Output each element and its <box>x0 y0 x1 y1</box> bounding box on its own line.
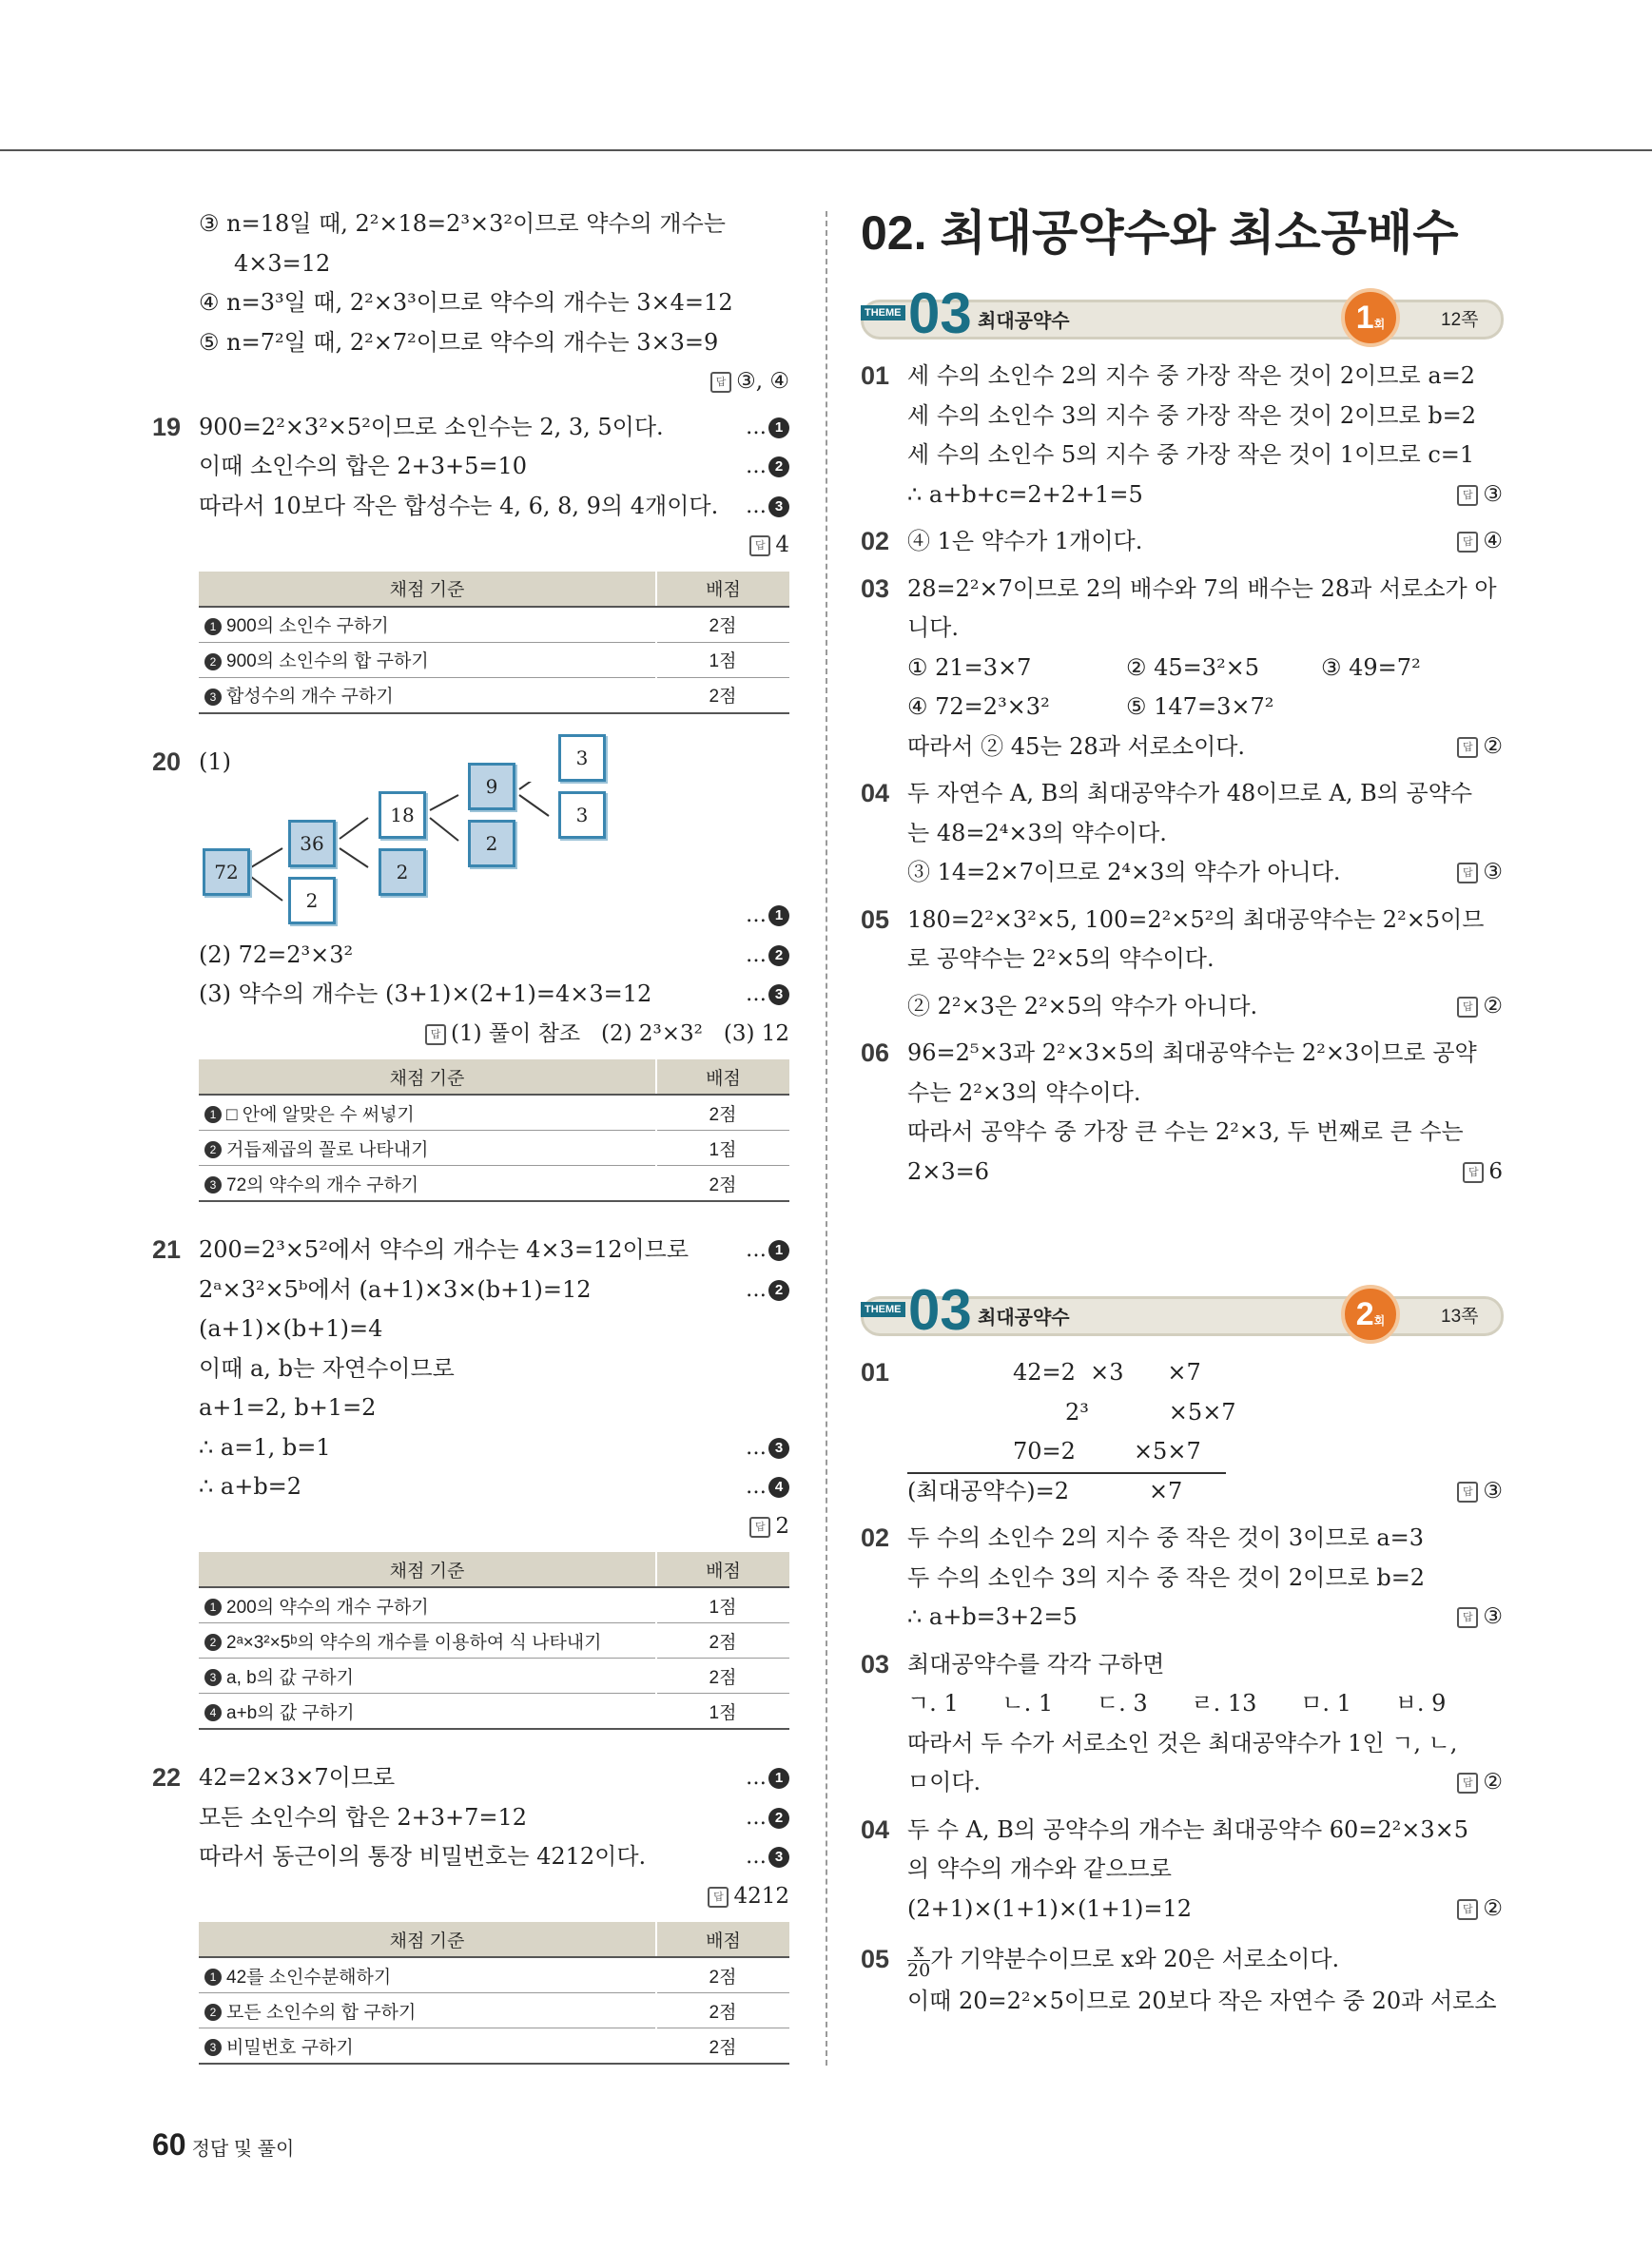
header-rule <box>0 149 1652 151</box>
round-badge: 2회 <box>1341 1285 1400 1344</box>
table-row: 2 모든 소인수의 합 구하기 2점 <box>199 1993 789 2028</box>
s2-q03: 03 최대공약수를 각각 구하면 ㄱ. 1 ㄴ. 1 ㄷ. 3 ㄹ. 13 ㅁ. 1 ㅂ. 9 따라서 두 수가 서로소인 것은 최대공약수가 1인 ㄱ, ㄴ, ㅁ이다. 답 ② <box>861 1649 1503 1795</box>
table-row: 2 거듭제곱의 꼴로 나타내기 1점 <box>199 1131 789 1166</box>
right-column <box>861 204 1503 2022</box>
answer-box-icon: 답 <box>708 1887 729 1908</box>
s2-q01: 01 42=2 ×3 ×7 2³ ×5×7 70=2 ×5×7 (최대공약수)=2 ×7 답 ③ <box>861 1353 1503 1511</box>
text-line: (1) <box>199 747 231 775</box>
theme-bar: THEME 03 최대공약수 1회 12쪽 <box>861 286 1503 345</box>
step-mark: … 3 <box>746 1837 789 1877</box>
text-line: 따라서 10보다 작은 합성수는 4, 6, 8, 9의 4개이다. <box>199 492 719 519</box>
column-divider <box>826 211 827 2066</box>
text-line: (2) 72=2³×3² <box>199 941 354 968</box>
table-row: 3 a, b의 값 구하기 2점 <box>199 1659 789 1694</box>
tree-node-blank: 18 <box>379 791 426 839</box>
s2-q04: 04 두 수 A, B의 공약수의 개수는 최대공약수 60=2²×3×5 의 약수의 개수와 같으므로 (2+1)×(1+1)×(1+1)=12 답 ② <box>861 1814 1503 1922</box>
s1-q04: 04 두 자연수 A, B의 최대공약수가 48이므로 A, B의 공약수 는 48=2⁴×3의 약수이다. ③ 14=2×7이므로 2⁴×3의 약수가 아니다. 답 ③ <box>861 779 1503 885</box>
left-column <box>152 204 789 2093</box>
answer-box-icon: 답 <box>710 372 731 393</box>
table-row: 1 □ 안에 알맞은 수 써넣기 2점 <box>199 1095 789 1131</box>
q18-tail <box>152 204 789 402</box>
step-mark: … 1 <box>746 896 789 936</box>
page-number: 60 <box>152 2127 186 2162</box>
s1-q05: 05 180=2²×3²×5, 100=2²×5²의 최대공약수는 2²×5이므 로 공약수는 2²×5의 약수이다. ② 2²×3은 2²×5의 약수가 아니다. 답 ② <box>861 904 1503 1019</box>
text-line: 900=2²×3²×5²이므로 소인수는 2, 3, 5이다. <box>199 413 664 440</box>
answer-box-icon: 답 <box>749 535 770 556</box>
text-line: (3) 약수의 개수는 (3+1)×(2+1)=4×3=12 <box>199 980 652 1007</box>
q19 <box>152 408 789 714</box>
fraction: $\frac{x}{20}$ <box>907 1940 931 1981</box>
step-mark: … 1 <box>746 1231 789 1271</box>
grading-table: 채점 기준 배점 1 42를 소인수분해하기 2점 2 모든 소인수의 합 구하기 2점 3 비밀번호 구하기 2점 <box>199 1922 789 2065</box>
text-line: ③ n=18일 때, 2²×18=2³×3²이므로 약수의 개수는 <box>199 210 726 237</box>
tree-node-blank: 3 <box>558 791 606 839</box>
q22: 22 42=2×3×7이므로 … 1 모든 소인수의 합은 2+3+7=12 … 2 따라서 동근이의 통장 비밀번호는 4212이다. … 3 답 4212 채점 기준 배점 1 42를 소인수분해하기 2점 2 모든 소인수의 합 구하기 2점 3 비밀번호 구하기 2점 <box>152 1758 789 2065</box>
step-mark: … 3 <box>746 1428 789 1468</box>
table-row: 1 900의 소인수 구하기 2점 <box>199 607 789 643</box>
tree-node: 9 <box>468 763 515 810</box>
step-mark: … 2 <box>746 447 789 487</box>
table-row: 1 200의 약수의 개수 구하기 1점 <box>199 1587 789 1623</box>
question-number: 22 <box>152 1763 182 1792</box>
question-number: 19 <box>152 412 182 441</box>
table-row: 2 2ᵃ×3²×5ᵇ의 약수의 개수를 이용하여 식 나타내기 2점 <box>199 1623 789 1659</box>
step-mark: … 1 <box>746 1758 789 1798</box>
tree-node: 72 <box>203 848 250 896</box>
section-title: 02. 최대공약수와 최소공배수 <box>861 206 1459 260</box>
grading-table: 채점 기준 배점 1 □ 안에 알맞은 수 써넣기 2점 2 거듭제곱의 꼴로 나타내기 1점 3 72의 약수의 개수 구하기 2점 <box>199 1059 789 1202</box>
grading-table: 채점 기준 배점 1 200의 약수의 개수 구하기 1점 2 2ᵃ×3²×5ᵇ의 약수의 개수를 이용하여 식 나타내기 2점 3 a, b의 값 구하기 2점 4 a+b의 값 구하기 1점 <box>199 1552 789 1730</box>
answer-box-icon: 답 <box>425 1024 446 1045</box>
table-row: 4 a+b의 값 구하기 1점 <box>199 1694 789 1730</box>
table-row: 2 900의 소인수의 합 구하기 1점 <box>199 642 789 677</box>
table-row: 3 비밀번호 구하기 2점 <box>199 2028 789 2065</box>
theme-bar: THEME 03 최대공약수 2회 13쪽 <box>861 1283 1503 1342</box>
answer: 답 4 <box>152 526 789 566</box>
q20 <box>152 743 789 1203</box>
table-row: 3 72의 약수의 개수 구하기 2점 <box>199 1166 789 1202</box>
step-mark: … 2 <box>746 1271 789 1310</box>
text-line: ⑤ n=7²일 때, 2²×7²이므로 약수의 개수는 3×3=9 <box>199 328 719 356</box>
q21: 21 200=2³×5²에서 약수의 개수는 4×3=12이므로 … 1 2ᵃ×3²×5ᵇ에서 (a+1)×3×(b+1)=12 … 2 (a+1)×(b+1)=4 이때 a, b는 자연수이므로 a+1=2, b+1=2 ∴ a=1, b=1 … 3 ∴ a+b=2 … 4 답 2 채점 기준 배점 1 200의 약수의 개수 구하기 1점 2 2ᵃ×3²×5ᵇ의 약수의 개수를 이용하여 식 나타내기 2점 3 a, b의 값 구하기 2점 4 a+b의 값 구하기 1점 <box>152 1231 789 1730</box>
answer: 답 4212 <box>152 1877 789 1917</box>
table-row: 1 42를 소인수분해하기 2점 <box>199 1957 789 1993</box>
text-line: 이때 소인수의 합은 2+3+5=10 <box>199 453 528 479</box>
round-badge: 1회 <box>1341 288 1400 347</box>
question-number: 20 <box>152 747 182 776</box>
answer: 답 2 <box>152 1507 789 1547</box>
step-mark: … 4 <box>746 1467 789 1507</box>
text-line: ④ n=3³일 때, 2²×3³이므로 약수의 개수는 3×4=12 <box>199 289 733 316</box>
s1-q03: 03 28=2²×7이므로 2의 배수와 7의 배수는 28과 서로소가 아 니다. ① 21=3×7 ② 45=3²×5 ③ 49=7² ④ 72=2³×3² ⑤ 147=3×7² 따라서 ② 45는 28과 서로소이다. 답 ② <box>861 573 1503 760</box>
footer-text: 정답 및 풀이 <box>191 2139 295 2160</box>
s1-q02: 02 ④ 1은 약수가 1개이다. 답 ④ <box>861 527 1503 555</box>
s2-q02: 02 두 수의 소인수 2의 지수 중 작은 것이 3이므로 a=3 두 수의 소인수 3의 지수 중 작은 것이 2이므로 b=2 ∴ a+b=3+2=5 답 ③ <box>861 1523 1503 1630</box>
question-number: 21 <box>152 1235 182 1264</box>
s1-q06: 06 96=2⁵×3과 2²×3×5의 최대공약수는 2²×3이므로 공약 수는 2²×3의 약수이다. 따라서 공약수 중 가장 큰 수는 2²×3, 두 번째로 큰 수는 2×3=6 답 6 <box>861 1038 1503 1185</box>
tree-node-blank: 2 <box>288 877 336 924</box>
page-footer <box>152 2127 294 2163</box>
s1-q01: 01 세 수의 소인수 2의 지수 중 가장 작은 것이 2이므로 a=2 세 수의 소인수 3의 지수 중 가장 작은 것이 2이므로 b=2 세 수의 소인수 5의 지수 중 가장 작은 것이 1이므로 c=1 ∴ a+b+c=2+2+1=5 답 ③ <box>861 361 1503 508</box>
step-mark: … 2 <box>746 1798 789 1838</box>
tree-node: 36 <box>288 820 336 867</box>
answer: 답 ③, ④ <box>152 362 789 402</box>
grading-table: 채점 기준 배점 1 900의 소인수 구하기 2점 2 900의 소인수의 합 구하기 1점 3 합성수의 개수 구하기 2점 <box>199 572 789 714</box>
answer-box-icon: 답 <box>749 1517 770 1538</box>
s2-q05: 05 $\frac{x}{20}$ 가 기약분수이므로 x와 20은 서로소이다. 이때 20=2²×5이므로 20보다 작은 자연수 중 20과 서로소 <box>861 1940 1497 2014</box>
tree-node: 2 <box>379 848 426 896</box>
tree-node-blank: 3 <box>558 734 606 782</box>
answer: 답 (1) 풀이 참조 (2) 2³×3² (3) 12 <box>152 1015 789 1055</box>
table-row: 3 합성수의 개수 구하기 2점 <box>199 677 789 713</box>
step-mark: … 2 <box>746 936 789 976</box>
step-mark: … 3 <box>746 487 789 527</box>
step-mark: … 1 <box>746 408 789 448</box>
text-line: 4×3=12 <box>234 249 331 277</box>
tree-node: 2 <box>468 820 515 867</box>
step-mark: … 3 <box>746 975 789 1015</box>
